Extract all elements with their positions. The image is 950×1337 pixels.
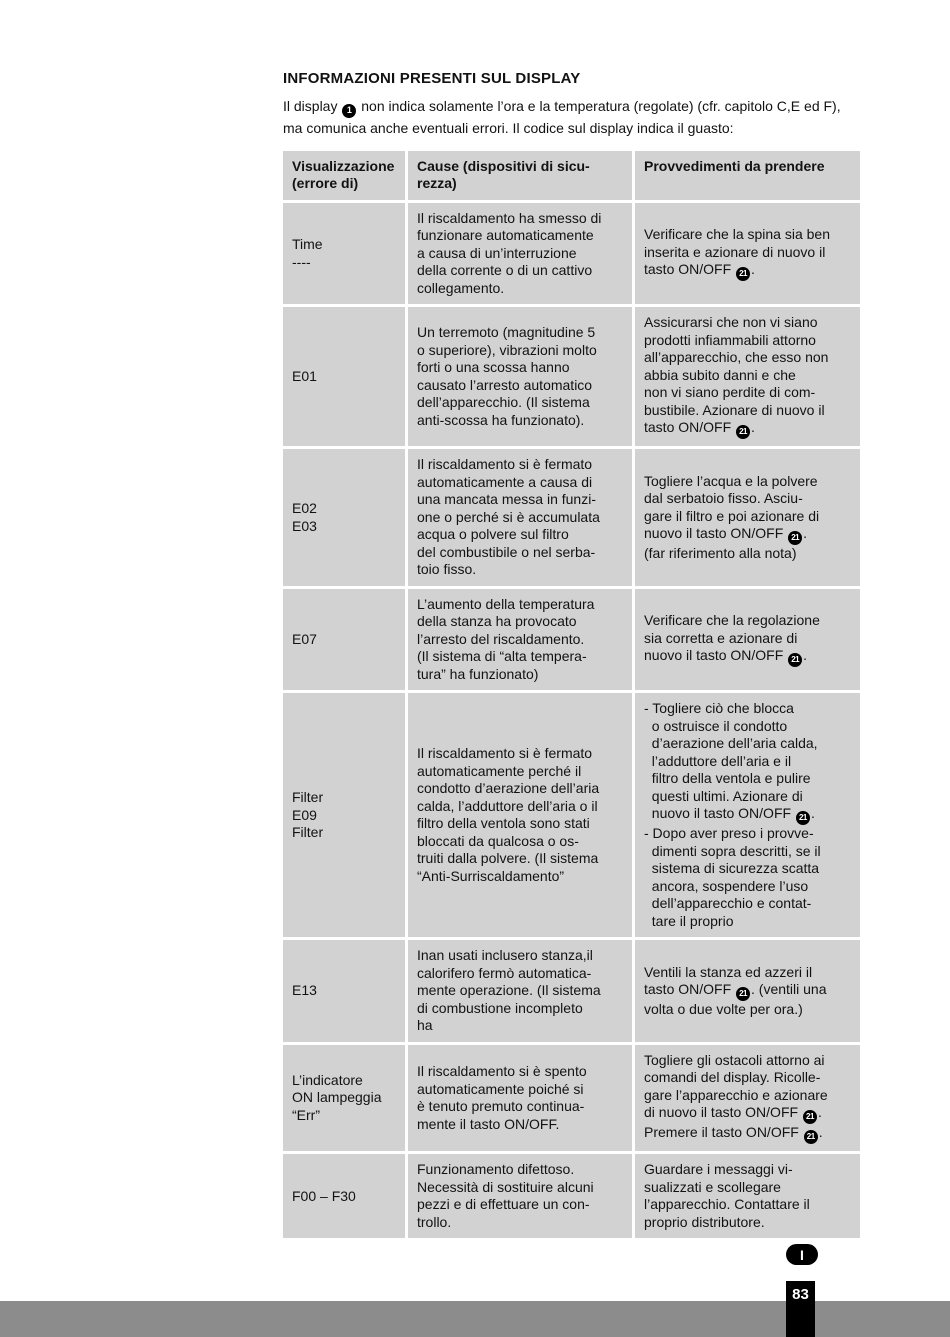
- header-cell-remedy: [635, 151, 860, 200]
- cell-code-text: Filter E09 Filter: [292, 789, 324, 841]
- circled-21-icon: 21: [736, 987, 750, 1001]
- cell-remedy-text: Guardare i messaggi vi- sualizzati e scollegare l’apparecchio. Contattare il proprio distributore.: [644, 1161, 810, 1230]
- cell-code: [283, 449, 405, 586]
- cell-cause-text: Il riscaldamento si è fermato automaticamente a causa di una mancata messa in funzi- one o perché si è accumulata acqua o polvere sul filtro del combustibile o nel serba- toio fisso.: [417, 456, 600, 578]
- cell-code-text: E13: [292, 982, 317, 999]
- cell-cause-text: L’aumento della temperatura della stanza ha provocato l’arresto del riscaldamento. (Il sistema di “alta tempera- tura” ha funzionato): [417, 595, 595, 682]
- cell-cause: [408, 693, 632, 937]
- cell-cause: [408, 589, 632, 691]
- page-content: [283, 70, 860, 1238]
- page-number: 83: [792, 1286, 809, 1303]
- circled-21-icon: 21: [736, 425, 750, 439]
- cell-remedy-text: Ventili la stanza ed azzeri il tasto ON/OFF 21 . (ventili una volta o due volte per ora.): [644, 963, 827, 1018]
- cell-code: [283, 589, 405, 691]
- cell-code-text: E01: [292, 368, 317, 385]
- cell-cause: [408, 1154, 632, 1238]
- cell-code: [283, 1045, 405, 1152]
- circled-21-icon: 21: [788, 531, 802, 545]
- cell-cause-text: Il riscaldamento si è spento automaticamente poiché si è tenuto premuto continua- mente il tasto ON/OFF.: [417, 1063, 587, 1132]
- header-cell-remedy-text: Provvedimenti da prendere: [644, 157, 825, 174]
- cell-code: [283, 940, 405, 1042]
- header-cell-code: [283, 151, 405, 200]
- cell-cause: [408, 940, 632, 1042]
- cell-code-text: E02 E03: [292, 500, 317, 534]
- cell-remedy: [635, 307, 860, 446]
- cell-remedy-text: Togliere l’acqua e la polvere dal serbatoio fisso. Asciu- gare il filtro e poi azionare di nuovo il tasto ON/OFF 21 . (far riferimento alla nota): [644, 472, 820, 562]
- circled-21-icon: 21: [736, 267, 750, 281]
- page-title: INFORMAZIONI PRESENTI SUL DISPLAY: [283, 70, 581, 87]
- cell-code-text: Time ----: [292, 236, 323, 270]
- cell-remedy-text: Verificare che la spina sia ben inserita e azionare di nuovo il tasto ON/OFF 21 .: [644, 226, 850, 281]
- cell-remedy-text: Togliere gli ostacoli attorno ai comandi del display. Ricolle- gare l’apparecchio e azionare di nuovo il tasto ON/OFF 21 . Premere il tasto ON/OFF 21 .: [644, 1052, 850, 1145]
- cell-code-text: L’indicatore ON lampeggia “Err”: [292, 1071, 382, 1123]
- cell-cause-text: Un terremoto (magnitudine 5 o superiore), vibrazioni molto forti o una scossa hanno causato l’arresto automatico dell’apparecchio. (Il sistema anti-scossa ha funzionato).: [417, 324, 597, 428]
- cell-code: [283, 693, 405, 937]
- cell-remedy: [635, 693, 860, 937]
- circled-1-icon: 1: [342, 104, 356, 118]
- cell-cause: [408, 449, 632, 586]
- cell-remedy: [635, 1154, 860, 1238]
- intro-paragraph: Il display 1 non indica solamente l’ora e la temperatura (regolate) (cfr. capitolo C,E ed F), ma comunica anche eventuali errori. Il codice sul display indica il guasto:: [283, 98, 841, 136]
- cell-cause-text: Il riscaldamento si è fermato automaticamente perché il condotto d’aerazione dell’aria calda, l’adduttore dell’aria o il filtro della ventola sono stati bloccati da qualcosa o os- truiti dalla polvere. (Il sistema “Anti-Surriscaldamento”: [417, 745, 600, 884]
- circled-21-icon: 21: [788, 653, 802, 667]
- cell-cause-text: Funzionamento difettoso. Necessità di sostituire alcuni pezzi e di effettuare un con- trollo.: [417, 1161, 594, 1230]
- cell-cause: [408, 1045, 632, 1152]
- cell-cause: [408, 307, 632, 446]
- circled-21-icon: 21: [804, 1130, 818, 1144]
- cell-cause-text: Il riscaldamento ha smesso di funzionare automaticamente a causa di un’interruzione della corrente o di un cattivo collegamento.: [417, 209, 602, 296]
- cell-code: [283, 1154, 405, 1238]
- page-number-box: [786, 1281, 815, 1337]
- cell-remedy-text: - Togliere ciò che blocca o ostruisce il condotto d’aerazione dell’aria calda, l’adduttore dell’aria e il filtro della ventola e pulire questi ultimi. Azionare di nuovo il tasto ON/OFF 21 . - Dopo aver preso i provve- dimenti sopra descritti, se il sistema di sicurezza scatta ancora, sospendere l’uso dell’apparecchio e contat- tare il proprio: [644, 700, 821, 929]
- cell-cause-text: Inan usati inclusero stanza,il calorifero fermò automatica- mente operazione. (Il sistema di combustione incompleto ha: [417, 947, 601, 1034]
- circled-21-icon: 21: [796, 811, 810, 825]
- section-letter-badge: [786, 1244, 818, 1265]
- circled-21-icon: 21: [803, 1110, 817, 1124]
- cell-remedy: [635, 449, 860, 586]
- cell-remedy: [635, 589, 860, 691]
- cell-remedy: [635, 1045, 860, 1152]
- cell-remedy: [635, 940, 860, 1042]
- cell-code-text: E07: [292, 630, 317, 647]
- cell-remedy-text: Assicurarsi che non vi siano prodotti infiammabili attorno all’apparecchio, che esso non abbia subito danni e che non vi siano perdite di com- bustibile. Azionare di nuovo il tasto ON/OFF 21 .: [644, 314, 850, 439]
- header-cell-code-text: Visualizzazione (errore di): [292, 157, 395, 192]
- cell-code: [283, 307, 405, 446]
- cell-remedy-text: Verificare che la regolazione sia corretta e azionare di nuovo il tasto ON/OFF 21 .: [644, 612, 850, 667]
- cell-cause: [408, 203, 632, 305]
- header-cell-cause: [408, 151, 632, 200]
- cell-code: [283, 203, 405, 305]
- section-letter: I: [800, 1246, 804, 1263]
- header-cell-cause-text: Cause (dispositivi di sicu- rezza): [417, 157, 590, 192]
- error-code-table: [283, 151, 860, 1239]
- cell-code-text: F00 – F30: [292, 1187, 356, 1204]
- cell-remedy: [635, 203, 860, 305]
